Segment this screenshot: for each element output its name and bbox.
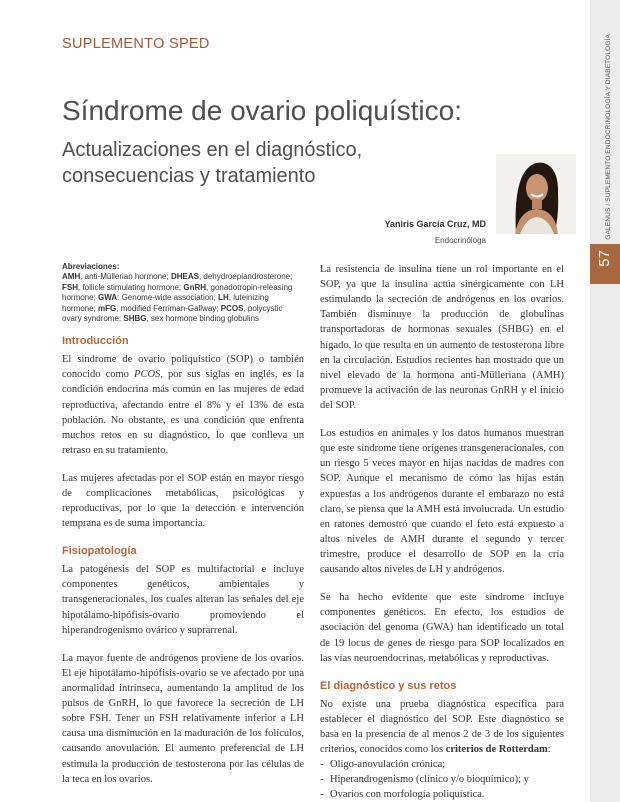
body-paragraph: La resistencia de insulina tiene un rol importante en el SOP, ya que la insulina actúa sinérgicamente con LH estimulando la secreción de andrógenos en los ovarios. También disminuye la producción de globulinas transportadoras de hormonas sexuales (SHBG) en el hígado, lo que resulta en un aumento de testosterona libre en la circulación. Estudios recientes han mostrado que un nivel elevado de la hormona anti-Mülleriana (AMH) promueve la activación de las neuronas GnRH y el inicio del SOP.: [320, 264, 564, 411]
abbreviations-label: Abreviaciones:: [62, 262, 120, 271]
physio-paragraph: La patogénesis del SOP es multifactorial e incluye componentes genéticos, ambientales y transgeneracionales, los cuales alteran las señales del eje hipotálamo-hipófisis-ovario promoviendo el hiperandrogenismo ovárico y suprarrenal.: [62, 564, 304, 636]
criteria-item: - Ovarios con morfología poliquística.: [320, 787, 564, 802]
body-paragraph: Se ha hecho evidente que este síndrome incluye componentes genéticos. En efecto, los estudios de asociación del genoma (GWA) han identificado un total de 19 locus de genes de riesgo para SOP localizados en las vías neuroendocrinas, metabólicas y reproductivas.: [320, 592, 564, 664]
criteria-list: [320, 757, 564, 802]
intro-heading: Introducción: [62, 335, 129, 348]
abbr-def: , luteinizing hormone;: [62, 293, 269, 313]
abbr-term: AMH: [62, 272, 81, 282]
abbr-term: SHBG: [123, 313, 147, 323]
abbr-term: LH: [218, 293, 229, 303]
right-column: [320, 262, 564, 802]
physio-heading: Fisiopatología: [62, 545, 137, 558]
diagnosis-paragraph: [320, 697, 564, 757]
criteria-item: - Oligo-anovulación crónica;: [320, 757, 564, 772]
abbr-term: DHEAS: [170, 272, 199, 282]
abbr-def: , follicle stimulating hormone;: [78, 282, 184, 292]
text-run: El síndrome de ovario poliquístico (SOP) o también conocido como: [62, 354, 304, 381]
physio-paragraph: La mayor fuente de andrógenos proviene de los ovarios. El eje hipotálamo-hipófisis-ovario se ve afectado por una anormalidad intrínseca, aumentando la amplitud de los pulsos de GnRH, lo que favorece la secreción de LH sobre FSH. Tener un FSH relativamente inferior a LH causa una disminución en la maduración de los folículos, causando anovulación. El aumento preferencial de LH estimula la producción de testosterona por las células de la teca en los ovarios.: [62, 652, 304, 785]
abbr-def: : Genome-wide association;: [117, 293, 219, 303]
abbr-term: mFG: [98, 303, 117, 313]
abbr-def: , anti-Müllerian hormone;: [80, 272, 171, 282]
intro-paragraph: Las mujeres afectadas por el SOP están en mayor riesgo de complicaciones metabólicas, psicológicas y reproductivas, por lo que la detección e intervención temprana es de suma importancia.: [62, 472, 304, 530]
criteria-item: - Hiperandrogenismo (clínico y/o bioquímico); y: [320, 772, 564, 787]
text-run: No existe una prueba diagnóstica específica para establecer el diagnóstico del SOP. Este diagnóstico se basa en la presencia de al menos 2 de 3 de los siguientes criterios, conocidos como los: [320, 698, 564, 755]
left-column: [62, 262, 304, 800]
author-name: Yaniris García Cruz, MD: [384, 219, 486, 229]
diagnosis-heading: El diagnóstico y sus retos: [320, 679, 457, 692]
page-number: 57: [596, 250, 613, 267]
section-label: SUPLEMENTO SPED: [62, 36, 210, 52]
abbreviations-block: [62, 262, 304, 324]
abbr-def: , polycystic ovary syndrome;: [62, 303, 283, 323]
article-title: Síndrome de ovario poliquístico:: [62, 95, 462, 126]
abbr-def: , dehydroepiandrosterone;: [198, 272, 293, 282]
intro-paragraph: [62, 352, 304, 458]
abbreviation-list: [62, 272, 292, 323]
text-run-italic: PCOS: [134, 369, 161, 381]
abbr-def: , sex hormone binding globulins: [146, 313, 259, 323]
text-run: , por sus siglas en inglés, es la condición endocrina más común en las mujeres de edad reproductiva, afectando entre el 8% y el 13% de esta población. No obstante, es una condición que enfrenta muchos retos en su diagnóstico, lo que conlleva un retraso en su tratamiento.: [62, 369, 304, 456]
abbr-term: PCOS: [220, 303, 244, 313]
abbr-def: , gonadotropin-releasing hormone;: [62, 282, 293, 303]
text-run: :: [547, 743, 551, 755]
author-role: Endocrinóloga: [434, 236, 486, 245]
article-subtitle: Actualizaciones en el diagnóstico, consecuencias y tratamiento: [62, 139, 363, 187]
author-photo: [496, 154, 576, 234]
abbr-term: GWA: [98, 293, 118, 303]
abbr-def: , modified Ferriman-Gallway;: [116, 303, 221, 313]
abbr-term: FSH: [62, 282, 78, 292]
abbr-term: GnRH: [183, 282, 207, 292]
body-paragraph: Los estudios en animales y los datos humanos muestran que este síndrome tiene orígenes transgeneracionales, con un riesgo 5 veces mayor en hijas nacidas de madres con SOP. Aunque el mecanismo de cómo las hijas están expuestas a los andrógenos durante el embarazo no está claro, se piensa que la AMH está involucrada. Un estudio en ratones demostró que cuando el feto está expuesto a altos niveles de AMH durante el segundo y tercer trimestre, produce el desarrollo de SOP en la cría causando altos niveles de LH y andrógenos.: [320, 428, 564, 576]
text-run-bold: criterios de Rotterdam: [445, 743, 548, 755]
running-title: GALENUS / SUPLEMENTO ENDOCRINOLOGÍA Y DIABETOLOGÍA: [605, 34, 612, 240]
